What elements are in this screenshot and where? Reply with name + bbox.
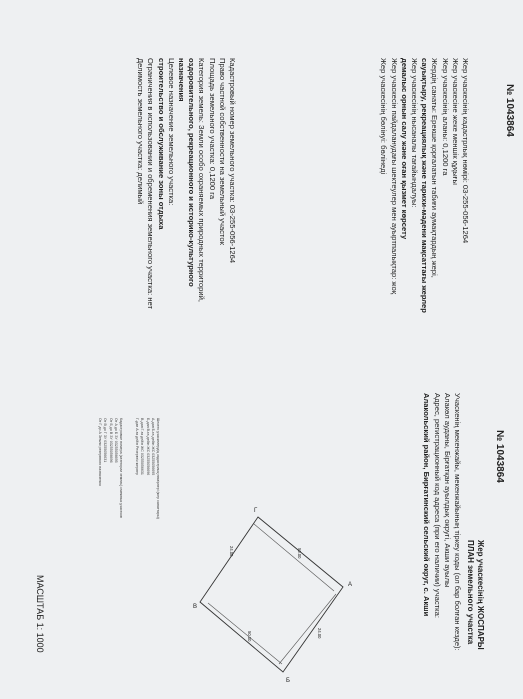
side-length: 50.00 <box>297 548 302 559</box>
ru-line: Делимость земельного участка: делимый <box>136 58 146 205</box>
side-length: 50.00 <box>247 631 252 642</box>
kz-line: Жердің санаты: Ерекше қорғалатын табиғи аумақтардың жері, <box>430 58 440 278</box>
ru-line: оздоровительного, рекреационного и историко-культурного <box>187 58 197 287</box>
plot-outline <box>200 517 343 672</box>
kz-line: Жер учаскесінің бөлінуі: бөлінеді <box>379 58 389 175</box>
ru-line: Целевое назначение земельного участка: <box>166 58 176 206</box>
ru-line: строительство и обслуживание зоны отдыха <box>156 58 166 230</box>
vertex-label: Б <box>286 678 290 684</box>
kz-line: Жер учаскесінің аланы: 0,1200 га <box>440 58 450 176</box>
ru-line: Площадь земельного участка: 0,1200 га <box>207 58 217 200</box>
plot-polygon <box>200 517 343 672</box>
plan-title-ru: ПЛАН земельного участка <box>466 540 475 645</box>
kz-line: демалыс орнын салу және оған қызмет көрсету <box>399 58 409 240</box>
side-length: 24.00 <box>317 628 322 639</box>
kz-line: Жер учаскесіне жеке меншік құқығы <box>450 58 460 185</box>
address-line: Учаскенің мекенжайы, мекенжайының тіркеу коды (ол бар болған кезде): <box>453 393 462 651</box>
note-line: От В до Г ЗУ 03255056631 <box>103 418 108 463</box>
ru-line: Право частной собственности на земельный участок <box>217 58 227 245</box>
dim-line-bc <box>279 594 336 664</box>
address-line: Алакольский район, Бирғатинский сельский округ, с. Акши <box>422 393 432 617</box>
vertex-label: В <box>193 604 198 610</box>
doc-number: № 1043864 <box>504 84 515 137</box>
ru-line: Ограничения в использовании и обременения земельного участка: нет <box>146 58 156 309</box>
kz-line: Жер учаскесінің кадастрлық нөмірі: 03-255-056-1264 <box>461 58 470 244</box>
ru-line: Категория земель: Земли особо охраняемых природных территорий, <box>197 58 207 302</box>
dim-line-ab <box>254 524 334 591</box>
address-line: Алакөл ауданы, Бірғатқан ауылдық округі, Акши ауылы <box>442 393 452 588</box>
ru-line: назначения <box>176 58 186 102</box>
vertex-label: А <box>348 582 353 588</box>
note-line: От А до Б ЗУ 03255056695 <box>113 418 118 463</box>
note-line: От Г до А Земли резервного назначения <box>98 418 103 486</box>
address-line: Адрес, регистрационный код адреса (при его наличии) участка: <box>432 393 442 619</box>
dim-line-cd <box>208 603 282 664</box>
plan-doc-number: № 1043864 <box>494 430 505 483</box>
side-length: 24.00 <box>229 546 234 557</box>
note-line: Кадастровые номера (категории земель) смежных участков <box>119 418 123 518</box>
dimension-lines <box>208 524 336 664</box>
kz-line: сауықтыру, рекреациялық және тарихи-мәдени мақсаттағы жерлер <box>420 58 430 313</box>
note-line: Шектес учаскелердің кадастрлық нөмірлері (жер санаттары) <box>156 418 160 519</box>
plan-title-kz: Жер учаскесінің ЖОСПАРЫ <box>476 540 485 650</box>
scale-label: МАСШТАБ 1: 1000 <box>35 575 45 653</box>
note-line: Г-дан А-ға дейін Резервтік жерлер <box>135 418 140 475</box>
ru-line: Кадастровый номер земельного участка: 03-255-056-1264 <box>228 58 237 264</box>
kz-line: Жер учаскесінің нысаналы тағайындалуы: <box>409 58 419 208</box>
note-line: От Б до В ЗУ 03255056696 <box>108 418 113 463</box>
note-line: В-дан Г-ға дейін ЖС 03255056631 <box>140 418 145 475</box>
kz-line: Жер учаскесін пайдаланудағы шектеулер мен ауыртпалықтар: жоқ <box>389 58 399 295</box>
vertex-label: Г <box>254 508 258 514</box>
note-line: Б-дан В-ға дейін ЖС 03255056696 <box>145 418 150 476</box>
note-line: A-дан Б-ға дейін ЖС 03255056695 <box>150 418 155 476</box>
